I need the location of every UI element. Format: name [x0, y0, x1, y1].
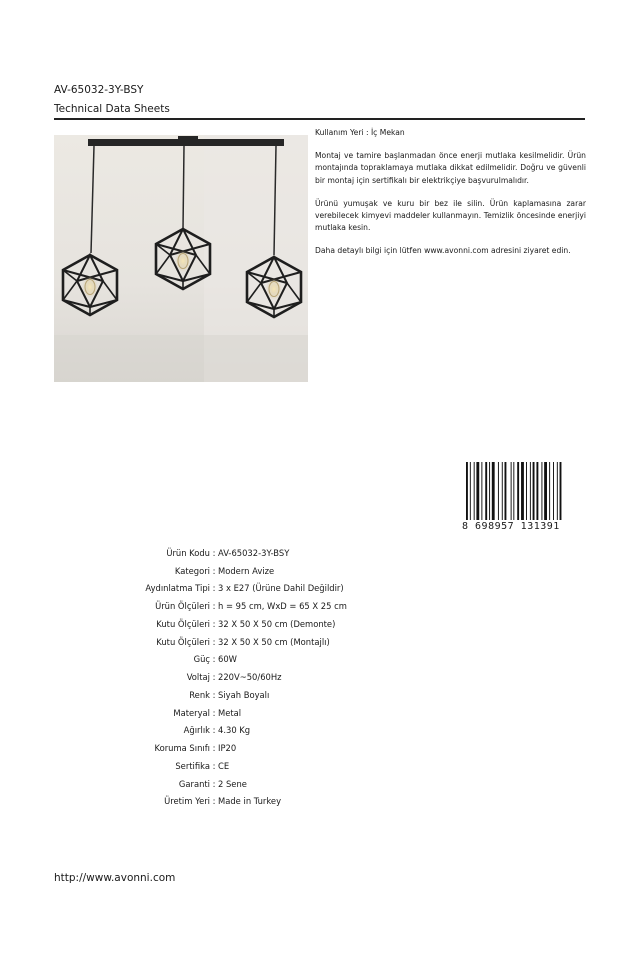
- barcode-number: 8 698957 131391: [462, 521, 560, 532]
- spec-row: [60, 562, 460, 580]
- spec-value: Modern Avize: [218, 565, 275, 576]
- spec-row: [60, 793, 460, 811]
- spec-label: Ağırlık: [183, 725, 210, 736]
- spec-row: [60, 775, 460, 793]
- spec-label: Ürün Kodu: [166, 547, 210, 558]
- spec-separator: :: [212, 583, 216, 594]
- product-code-heading: AV-65032-3Y-BSY: [54, 84, 144, 96]
- spec-separator: :: [212, 725, 216, 736]
- spec-row: [60, 722, 460, 740]
- spec-label: Voltaj: [186, 672, 210, 683]
- spec-separator: :: [212, 760, 216, 771]
- spec-row: [60, 686, 460, 704]
- product-photo: [54, 135, 308, 382]
- spec-value: IP20: [218, 743, 237, 754]
- spec-value: 220V~50/60Hz: [218, 672, 282, 683]
- spec-value: 60W: [218, 654, 237, 665]
- spec-separator: :: [212, 565, 216, 576]
- spec-row: [60, 615, 460, 633]
- spec-value: 32 X 50 X 50 cm (Demonte): [218, 618, 336, 629]
- footer-url[interactable]: http://www.avonni.com: [54, 872, 176, 884]
- spec-label: Kutu Ölçüleri: [156, 636, 210, 647]
- usage-location: Kullanım Yeri : İç Mekan: [315, 128, 405, 137]
- spec-label: Güç: [193, 654, 210, 665]
- spec-value: AV-65032-3Y-BSY: [218, 547, 290, 558]
- spec-separator: :: [212, 707, 216, 718]
- spec-separator: :: [212, 636, 216, 647]
- spec-separator: :: [212, 601, 216, 612]
- spec-row: [60, 580, 460, 598]
- spec-label: Kutu Ölçüleri: [156, 618, 210, 629]
- spec-label: Üretim Yeri: [164, 796, 210, 807]
- spec-label: Renk: [189, 689, 210, 700]
- spec-separator: :: [212, 778, 216, 789]
- spec-value: 32 X 50 X 50 cm (Montajlı): [218, 636, 330, 647]
- safety-paragraph: Montaj ve tamire başlanmadan önce enerji mutlaka kesilmelidir. Ürün montajında topraklamaya mutlaka dikkat edilmelidir. Doğru ve güvenli bir montaj için sertifikalı bir elektrikçiye başvurulmalıdır.: [315, 151, 586, 185]
- spec-row: [60, 739, 460, 757]
- spec-label: Ürün Ölçüleri: [155, 601, 210, 612]
- spec-row: [60, 757, 460, 775]
- spec-label: Kategori: [174, 565, 210, 576]
- spec-value: 3 x E27 (Ürüne Dahil Değildir): [218, 583, 344, 594]
- product-description: [315, 127, 586, 269]
- spec-separator: :: [212, 796, 216, 807]
- spec-separator: :: [212, 689, 216, 700]
- document-subtitle: Technical Data Sheets: [54, 103, 170, 115]
- spec-value: Metal: [218, 707, 242, 718]
- spec-value: 2 Sene: [218, 778, 247, 789]
- spec-row: [60, 597, 460, 615]
- spec-value: h = 95 cm, WxD = 65 X 25 cm: [218, 601, 347, 612]
- spec-value: CE: [218, 760, 230, 771]
- spec-separator: :: [212, 672, 216, 683]
- spec-row: [60, 668, 460, 686]
- spec-row: [60, 633, 460, 651]
- spec-label: Garanti: [178, 778, 210, 789]
- spec-row: [60, 704, 460, 722]
- spec-separator: :: [212, 654, 216, 665]
- spec-label: Koruma Sınıfı: [154, 743, 210, 754]
- header-divider: [54, 118, 585, 120]
- spec-value: Made in Turkey: [218, 796, 282, 807]
- spec-value: Siyah Boyalı: [218, 689, 270, 700]
- info-paragraph: Daha detaylı bilgi için lütfen www.avonni.com adresini ziyaret edin.: [315, 246, 571, 256]
- spec-label: Sertifika: [175, 760, 210, 771]
- spec-value: 4.30 Kg: [218, 725, 251, 736]
- spec-separator: :: [212, 743, 216, 754]
- cleaning-paragraph: Ürünü yumuşak ve kuru bir bez ile silin. Ürün kaplamasına zarar verebilecek kimyevi maddeler kullanmayın. Temizlik öncesinde enerjiyi mutlaka kesin.: [315, 198, 586, 233]
- spec-separator: :: [212, 618, 216, 629]
- spec-table: [60, 544, 460, 810]
- spec-row: [60, 544, 460, 562]
- spec-row: [60, 651, 460, 669]
- spec-label: Materyal: [173, 707, 210, 718]
- spec-separator: :: [212, 547, 216, 558]
- spec-label: Aydınlatma Tipi: [145, 583, 210, 594]
